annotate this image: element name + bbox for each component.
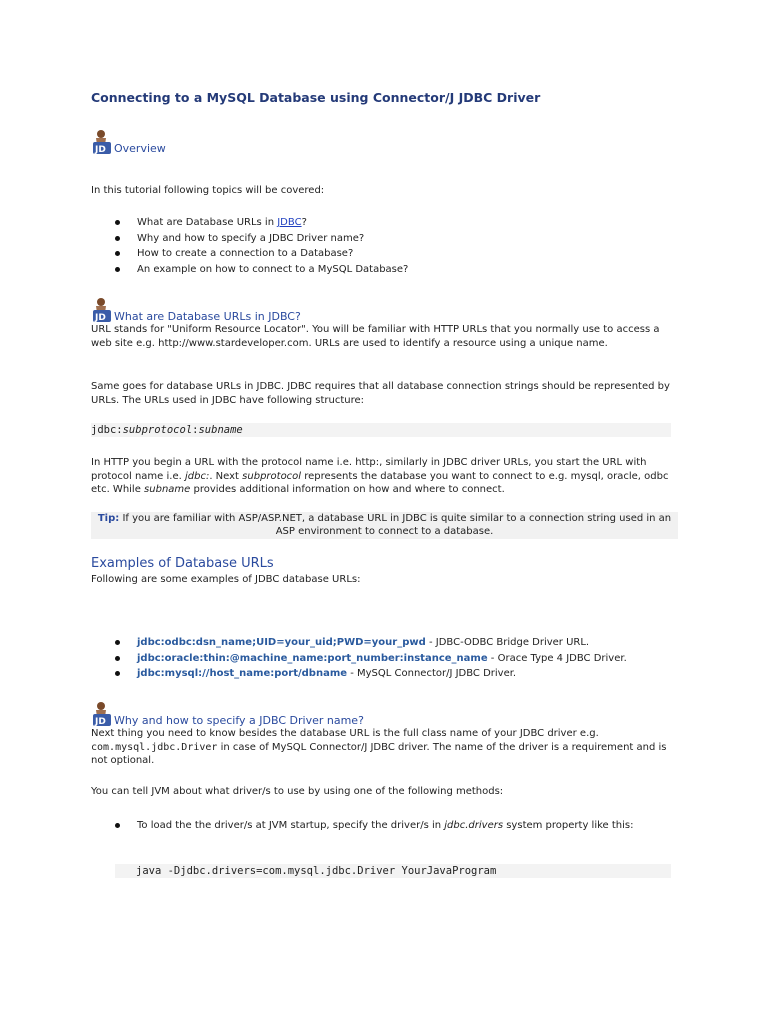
jdbc-logo-icon [91, 700, 113, 728]
topics-list [115, 215, 408, 277]
urls-paragraph-2: Same goes for database URLs in JDBC. JDBC requires that all database connection strings should be represented by URLs. The URLs used in JDBC have following structure: [91, 381, 670, 406]
topic-text: An example on how to connect to a MySQL Database? [137, 263, 409, 275]
text: represents the database you want to connect to e.g. mysql, oracle, odbc etc. While [91, 470, 669, 495]
text: subname [144, 484, 191, 495]
text: jdbc.drivers [444, 820, 504, 831]
text: subprotocol [242, 470, 302, 482]
list-item [115, 215, 408, 231]
examples-intro: Following are some examples of JDBC database URLs: [91, 574, 361, 585]
example-desc: - Orace Type 4 JDBC Driver. [487, 652, 627, 664]
page-title: Connecting to a MySQL Database using Connector/J JDBC Driver [91, 90, 541, 105]
topic-text: How to create a connection to a Database? [137, 248, 354, 259]
example-url: jdbc:mysql://host_name:port/dbname [137, 668, 348, 679]
tip-text: If you are familiar with ASP/ASP.NET, a database URL in JDBC is quite similar to a connection string used in an ASP environment to connect to a database. [119, 513, 672, 537]
section-heading-overview [91, 126, 166, 156]
code-text: subname [198, 424, 243, 436]
tip-box [91, 512, 678, 539]
inline-code: com.mysql.jdbc.Driver [91, 741, 218, 753]
driver-paragraph-2: You can tell JVM about what driver/s to use by using one of the following methods: [91, 786, 504, 797]
example-url: jdbc:oracle:thin:@machine_name:port_number:instance_name [137, 652, 488, 664]
text: In HTTP you begin a URL with the protocol name i.e. http:, similarly in JDBC driver URLs, you start the URL with protocol name i.e. [91, 457, 647, 482]
svg-text:JD: JD [95, 717, 106, 727]
text: Next thing you need to know besides the database URL is the full class name of your JDBC driver e.g. [91, 728, 599, 739]
code-text: : [192, 424, 199, 436]
list-item [115, 231, 408, 247]
urls-paragraph-1: URL stands for "Uniform Resource Locator". You will be familiar with HTTP URLs that you normally use to access a web site e.g. http://www.stardeveloper.com. URLs are used to identify a resource using a unique name. [91, 324, 660, 349]
methods-list [115, 818, 633, 834]
jdbc-logo-icon [91, 128, 113, 156]
tip-label: Tip: [97, 513, 120, 524]
jdbc-logo-icon [91, 296, 113, 324]
example-url: jdbc:odbc:dsn_name;UID=your_uid;PWD=your_pwd [137, 637, 426, 648]
example-desc: - MySQL Connector/J JDBC Driver. [347, 668, 517, 679]
text: . Next [209, 470, 243, 482]
code-text: subprotocol [122, 424, 193, 436]
section-heading-database-urls [91, 294, 301, 324]
text: provides additional information on how and where to connect. [190, 484, 505, 495]
list-item [115, 635, 627, 651]
topic-text: ? [301, 217, 307, 228]
svg-text:JD: JD [95, 313, 106, 323]
section-heading-label: What are Database URLs in JDBC? [114, 310, 301, 323]
examples-list [115, 635, 627, 682]
jdbc-link[interactable]: JDBC [277, 217, 302, 228]
example-desc: - JDBC-ODBC Bridge Driver URL. [425, 637, 590, 648]
topic-text: Why and how to specify a JDBC Driver name? [137, 232, 365, 244]
examples-heading: Examples of Database URLs [91, 556, 274, 571]
code-text: jdbc: [91, 424, 123, 436]
intro-text: In this tutorial following topics will be covered: [91, 185, 325, 196]
list-item [115, 262, 408, 278]
list-item [115, 246, 408, 262]
driver-paragraph-1 [91, 727, 671, 768]
text: jdbc: [184, 470, 210, 482]
list-item [115, 666, 627, 682]
text: To load the the driver/s at JVM startup, specify the driver/s in [137, 820, 445, 831]
urls-paragraph-3 [91, 456, 671, 497]
text: in case of MySQL Connector/J JDBC driver. The name of the driver is a requirement and is not optional. [91, 741, 667, 766]
url-structure-code [91, 423, 671, 437]
topic-text: What are Database URLs in [137, 217, 278, 228]
svg-text:JD: JD [95, 145, 106, 155]
section-heading-label: Why and how to specify a JDBC Driver name? [114, 714, 364, 727]
section-heading-label: Overview [114, 142, 166, 155]
text: system property like this: [503, 820, 634, 831]
section-heading-driver-name [91, 698, 364, 728]
command-code: java -Djdbc.drivers=com.mysql.jdbc.Driver YourJavaProgram [115, 864, 671, 878]
list-item [115, 651, 627, 667]
list-item [115, 818, 633, 834]
